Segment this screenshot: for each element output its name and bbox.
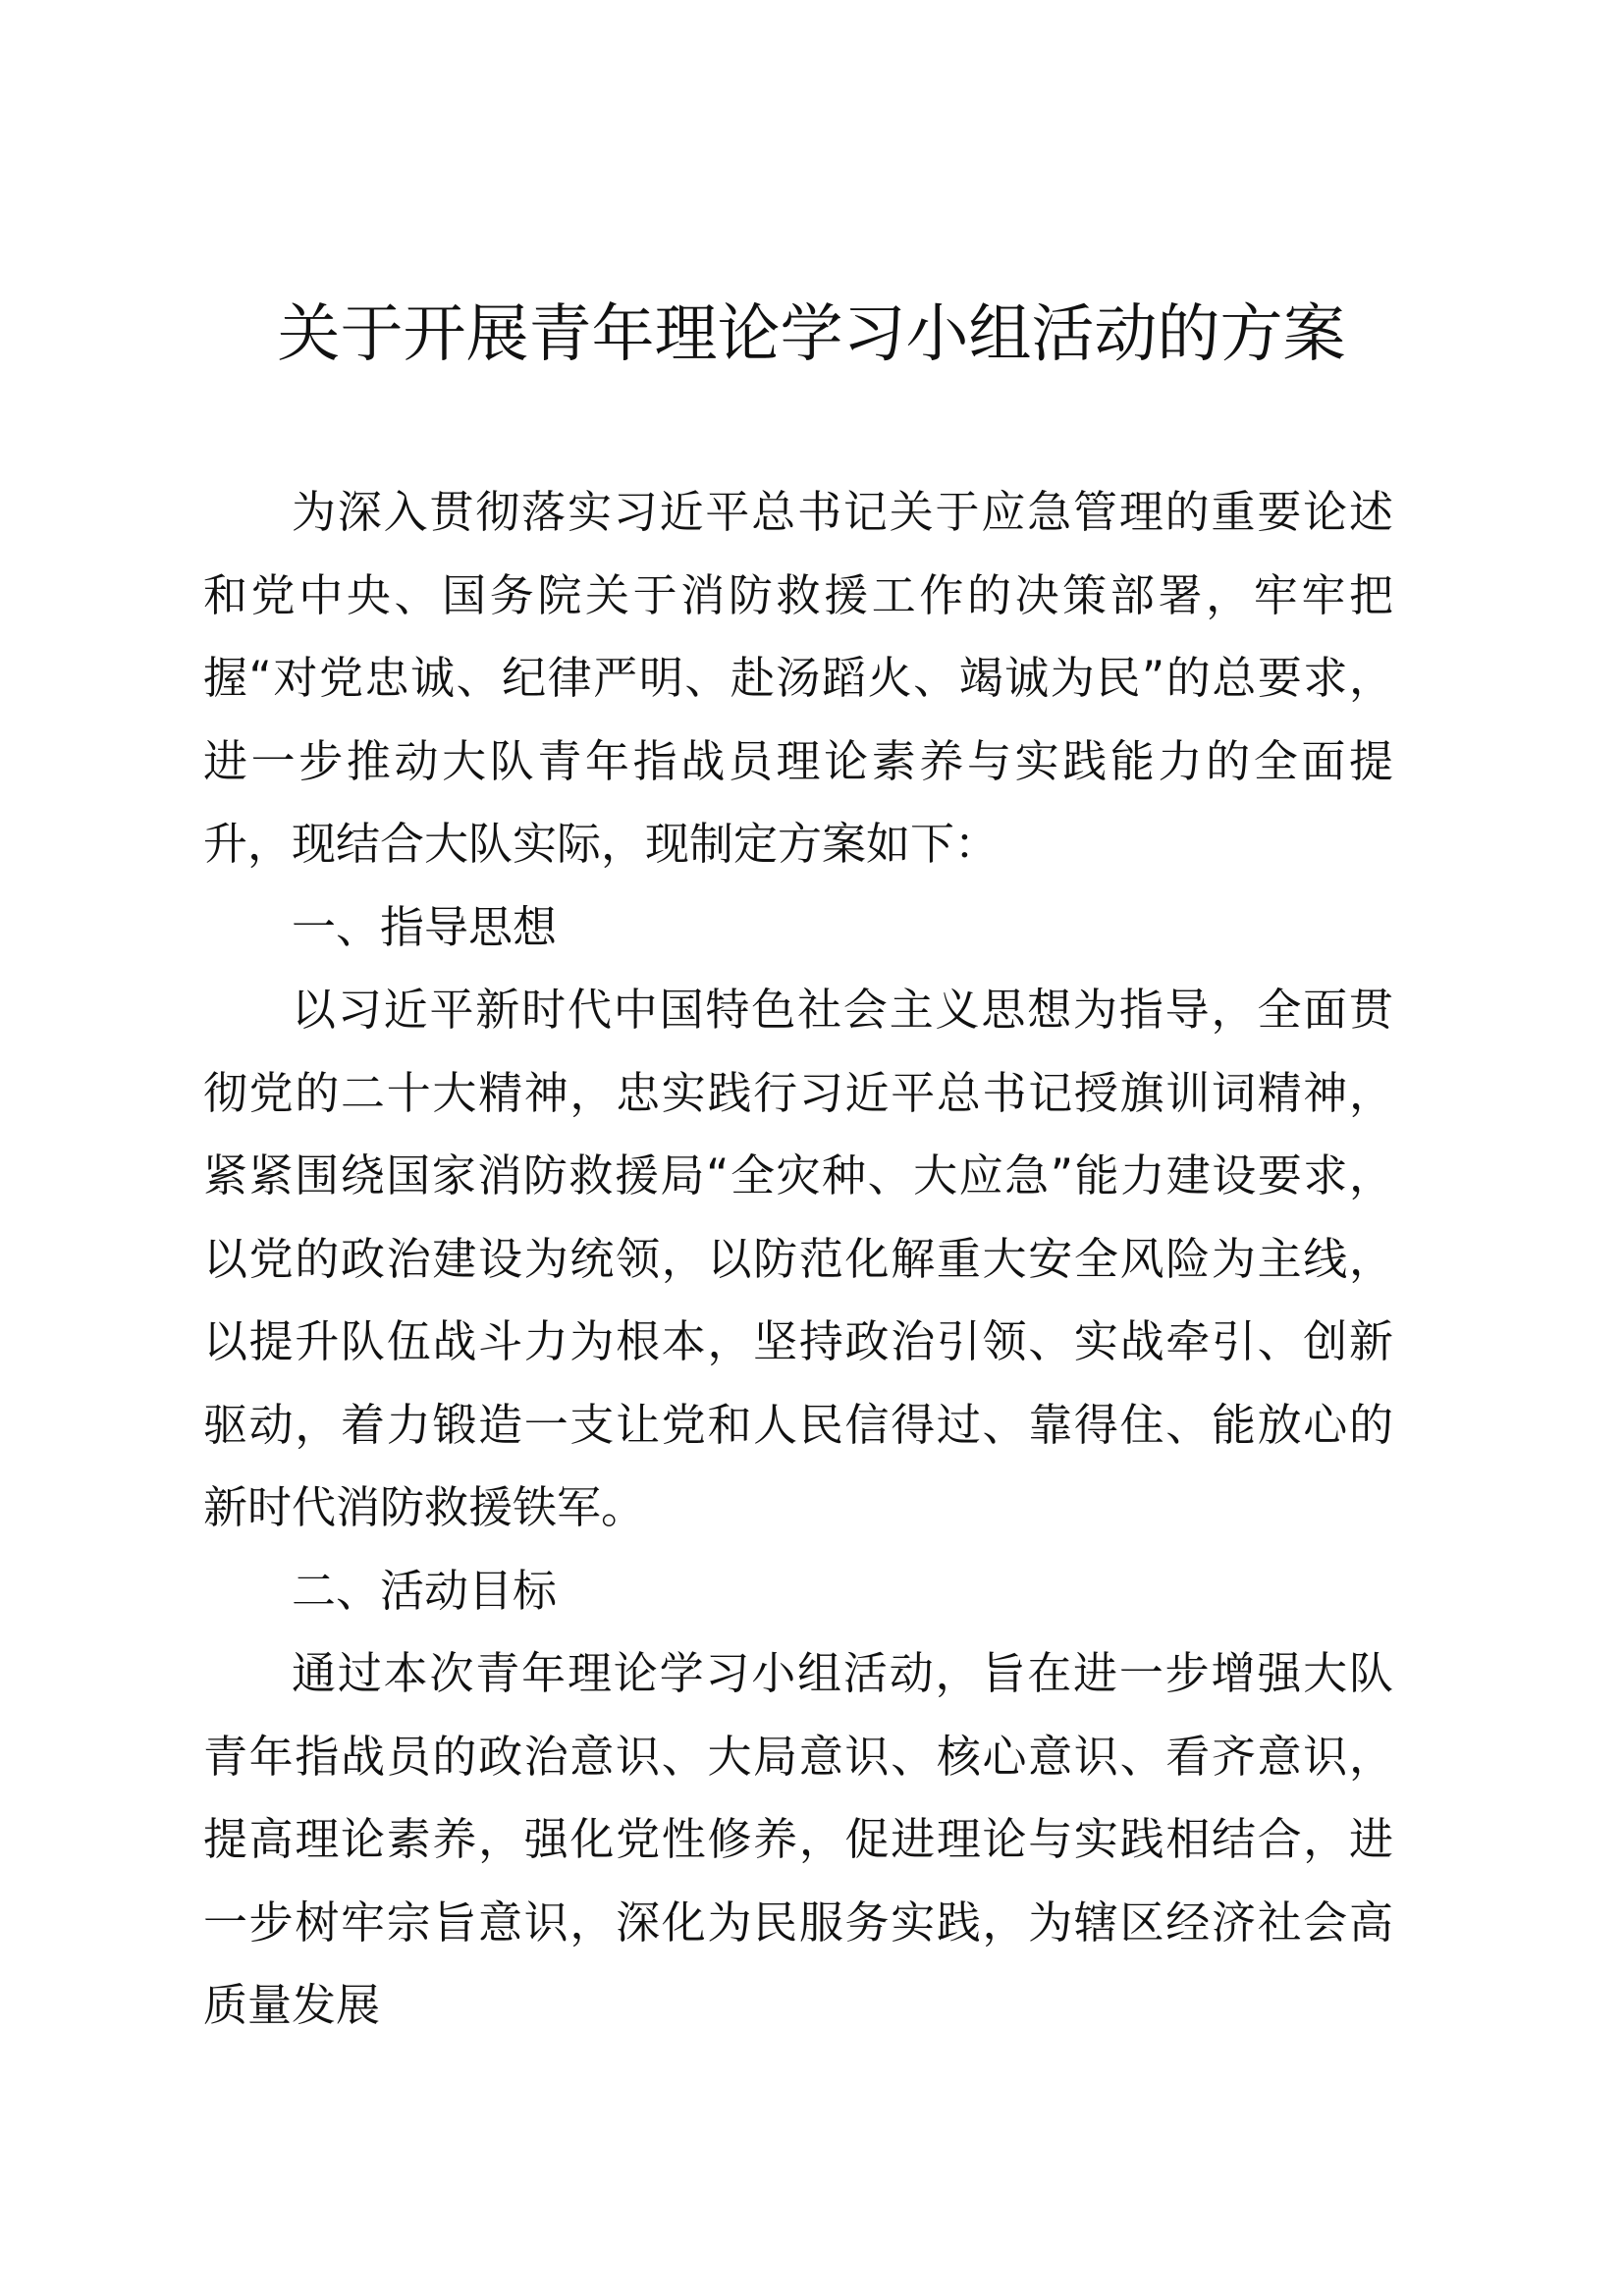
- document-body: [203, 471, 1393, 2048]
- intro-paragraph: 为深入贯彻落实习近平总书记关于应急管理的重要论述和党中央、国务院关于消防救援工作的决策部署，牢牢把握“对党忠诚、纪律严明、赴汤蹈火、竭诚为民”的总要求，进一步推动大队青年指战员理论素养与实践能力的全面提升，现结合大队实际，现制定方案如下：: [203, 486, 1393, 870]
- document-title: 关于开展青年理论学习小组活动的方案: [277, 298, 1346, 371]
- section-paragraph-activity-goals: 通过本次青年理论学习小组活动，旨在进一步增强大队青年指战员的政治意识、大局意识、核心意识、看齐意识，提高理论素养，强化党性修养，促进理论与实践相结合，进一步树牢宗旨意识，深化为民服务实践，为辖区经济社会高质量发展: [203, 1647, 1393, 2031]
- section-paragraph-guiding-ideology: 以习近平新时代中国特色社会主义思想为指导，全面贯彻党的二十大精神，忠实践行习近平总书记授旗训词精神，紧紧围绕国家消防救援局“全灾种、大应急”能力建设要求，以党的政治建设为统领，以防范化解重大安全风险为主线，以提升队伍战斗力为根本，坚持政治引领、实战牵引、创新驱动，着力锻造一支让党和人民信得过、靠得住、能放心的新时代消防救援铁军。: [203, 984, 1393, 1533]
- section-heading-activity-goals: 二、活动目标: [292, 1564, 558, 1617]
- section-heading-guiding-ideology: 一、指导思想: [292, 900, 558, 953]
